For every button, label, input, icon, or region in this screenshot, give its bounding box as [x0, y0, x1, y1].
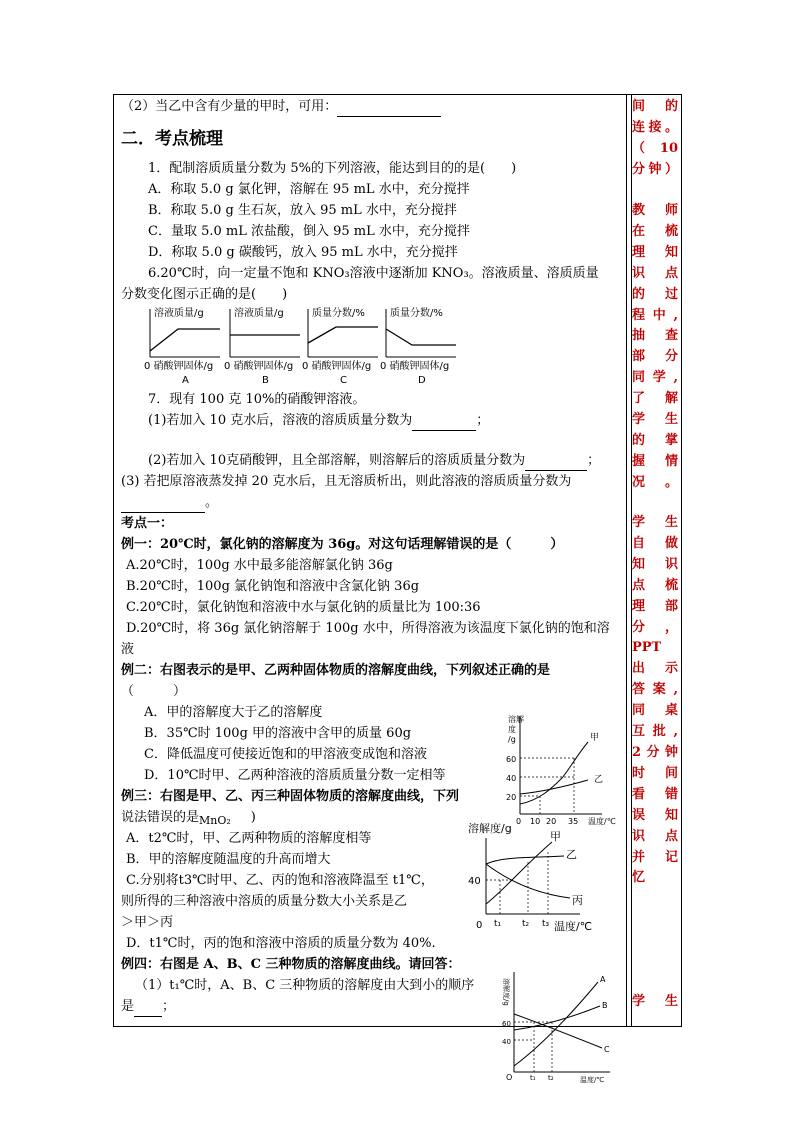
q7-part2: (2)若加入 10克硝酸钾，且全部溶解，则溶解后的溶质质量分数为 ；	[148, 451, 600, 471]
ex1-stem: 例一：20℃时，氯化钠的溶解度为 36g。对这句话理解错误的是（ ）	[121, 537, 564, 552]
column-divider-1	[626, 94, 627, 1026]
q7-stem: 7．现有 100 克 10%的硝酸钾溶液。	[148, 392, 366, 407]
ex3-option-c-line3: ＞甲＞丙	[121, 915, 174, 930]
graph-c-ylabel: 质量分数/%	[312, 308, 365, 319]
ex4-xtick-t1: t₁	[530, 1074, 536, 1082]
q1-option-a: A．称取 5.0 g 氯化钾，溶解在 95 mL 水中，充分搅拌	[148, 182, 470, 197]
ex3-xtick-t2: t₂	[522, 919, 530, 929]
ex4-series-c: C	[604, 1045, 610, 1054]
q6-graphs	[142, 305, 467, 389]
ex4-origin: O	[506, 1073, 513, 1082]
q1-stem: 1．配制溶质质量分数为 5%的下列溶液，能达到目的的是( )	[148, 161, 517, 176]
graph-d-letter: D	[418, 375, 426, 386]
q7-part3-answer: 。	[121, 493, 218, 513]
ex2-option-c: C．降低温度可使接近饱和的甲溶液变成饱和溶液	[144, 747, 427, 762]
graph-c-xlabel: 0 硝酸钾固体/g	[302, 361, 372, 372]
ex4-solubility-graph	[498, 968, 622, 1088]
graph-c-letter: C	[340, 375, 347, 386]
ex4-ytick-60: 60	[502, 1020, 511, 1028]
graph-b	[224, 306, 300, 386]
ex2-xtick-10: 10	[530, 817, 541, 826]
graph-a-xlabel: 0 硝酸钾固体/g	[144, 361, 214, 372]
ex1-option-d-cont: 液	[121, 642, 135, 657]
graph-b-xlabel: 0 硝酸钾固体/g	[224, 361, 294, 372]
ex3-xtick-t3: t₃	[542, 919, 550, 929]
ex3-stem: 例三：右图是甲、乙、丙三种固体物质的溶解度曲线，下列	[121, 789, 460, 804]
section-heading: 二．考点梳理	[121, 129, 223, 149]
q1-option-b: B．称取 5.0 g 生石灰，放入 95 mL 水中，充分搅拌	[148, 203, 457, 218]
ex2-solubility-graph	[500, 712, 625, 834]
ex1-option-c: C.20℃时，氯化钠饱和溶液中水与氯化钠的质量比为 100:36	[126, 600, 481, 615]
ex4-xlabel: 温度/℃	[580, 1076, 605, 1084]
ex2-xtick-0: 0	[516, 817, 522, 826]
q1-option-d: D．称取 5.0 g 碳酸钙，放入 95 mL 水中，充分搅拌	[148, 245, 458, 260]
q7-part3: (3) 若把原溶液蒸发掉 20 克水后，且无溶质析出，则此溶液的溶质质量分数为	[121, 474, 572, 489]
ex3-stem-line2: 说法错误的是$_{MnO_2}$ )	[121, 810, 256, 827]
ex2-option-d: D．10℃时甲、乙两种溶液的溶质质量分数一定相等	[144, 768, 446, 783]
graph-b-letter: B	[262, 375, 269, 386]
ex2-xlabel: 温度/℃	[588, 817, 616, 826]
ex2-series-yi: 乙	[594, 775, 604, 785]
graph-a-letter: A	[182, 375, 189, 386]
mno2-overlay: MnO₂	[199, 814, 231, 827]
sidebar-note-3: 学生 自做 知识 点梳 理部 分， PPT 出示 答案, 同桌 互批, 2分钟 时间 看错 误知 识点 并记 忆	[632, 515, 678, 886]
ex2-option-a: A．甲的溶解度大于乙的溶解度	[144, 705, 323, 720]
ex3-series-bing: 丙	[572, 894, 583, 907]
graph-d-ylabel: 质量分数/%	[390, 308, 443, 319]
graph-d-xlabel: 0 硝酸钾固体/g	[380, 361, 450, 372]
ex3-xtick-t1: t₁	[494, 919, 502, 929]
sidebar-note-1: 间的 连接。 （10 分钟）	[632, 99, 678, 177]
ex4-ylabel: 溶解度/g	[502, 978, 510, 1006]
ex4-xtick-t2: t₂	[548, 1074, 554, 1082]
ex4-ytick-40: 40	[502, 1038, 511, 1046]
ex4-series-b: B	[602, 1001, 608, 1010]
q1-option-c: C．量取 5.0 mL 浓盐酸，倒入 95 mL 水中，充分搅拌	[148, 224, 470, 239]
ex1-option-b: B.20℃时，100g 氯化钠饱和溶液中含氯化钠 36g	[126, 579, 420, 594]
ex1-option-a: A.20℃时，100g 水中最多能溶解氯化钠 36g	[126, 558, 393, 573]
ex4-q1-answer: 是 ；	[121, 997, 175, 1017]
kaodian-heading: 考点一：	[121, 516, 174, 531]
ex3-ytick-40: 40	[468, 876, 481, 887]
q7-part1: (1)若加入 10 克水后，溶液的溶质质量分数为 ；	[148, 411, 489, 431]
ex2-stem: 例二：右图表示的是甲、乙两种固体物质的溶解度曲线，下列叙述正确的是	[121, 663, 551, 678]
sidebar-note-2: 教师 在梳 理知 识点 的过 程中, 抽查 部分 同学, 了解 学生 的掌 握情 况。	[632, 203, 678, 490]
ex2-stem-paren: （ ）	[121, 684, 187, 699]
ex2-ylabel-2: 度	[508, 725, 516, 734]
ex4-series-a: A	[600, 975, 606, 984]
graph-c	[302, 306, 378, 386]
ex3-option-c-line2: 则所得的三种溶液中溶质的质量分数大小关系是乙	[121, 894, 408, 909]
ex2-ytick-60: 60	[506, 755, 517, 764]
ex4-stem: 例四：右图是 A、B、C 三种物质的溶解度曲线。请回答：	[121, 957, 461, 972]
ex3-option-a: A．t2℃时，甲、乙两种物质的溶解度相等	[126, 831, 372, 846]
graph-a	[144, 306, 220, 386]
ex3-series-yi: 乙	[566, 848, 577, 861]
ex3-series-jia: 甲	[550, 830, 561, 843]
ex1-option-d: D.20℃时，将 36g 氯化钠溶解于 100g 水中，所得溶液为该温度下氯化钠的饱和溶	[126, 621, 610, 636]
q6-stem-line2: 分数变化图示正确的是( )	[121, 287, 288, 302]
ex3-option-c: C.分别将t3℃时甲、乙、丙的饱和溶液降温至 t1℃，	[126, 873, 434, 888]
ex3-origin: 0	[476, 920, 483, 931]
sidebar-note-4: 学生	[632, 994, 678, 1009]
graph-d	[380, 306, 456, 386]
graph-a-ylabel: 溶液质量/g	[154, 308, 204, 319]
ex2-ylabel-1: 溶解	[508, 715, 524, 724]
ex3-option-b: B．甲的溶解度随温度的升高而增大	[126, 852, 331, 867]
ex2-series-jia: 甲	[590, 733, 600, 743]
ex2-ylabel-3: /g	[508, 735, 516, 744]
top-question: （2）当乙中含有少量的甲时，可用：	[121, 97, 441, 117]
ex3-ylabel: 溶解度/g	[468, 822, 512, 835]
ex3-solubility-graph	[464, 818, 604, 936]
ex3-option-d: D．t1℃时，丙的饱和溶液中溶质的质量分数为 40%.	[126, 936, 436, 951]
ex2-xtick-20: 20	[546, 817, 557, 826]
ex2-option-b: B．35℃时 100g 甲的溶液中含甲的质量 60g	[144, 726, 412, 741]
ex2-xtick-35: 35	[568, 817, 579, 826]
graph-b-ylabel: 溶液质量/g	[234, 308, 284, 319]
ex4-q1: （1）t₁℃时，A、B、C 三种物质的溶解度由大到小的顺序	[135, 978, 475, 993]
ex3-xlabel: 温度/℃	[554, 920, 593, 933]
ex2-ytick-40: 40	[506, 774, 517, 783]
q6-stem-line1: 6.20℃时，向一定量不饱和 KNO₃溶液中逐渐加 KNO₃。溶液质量、溶质质量	[148, 266, 599, 281]
ex2-ytick-20: 20	[506, 793, 517, 802]
